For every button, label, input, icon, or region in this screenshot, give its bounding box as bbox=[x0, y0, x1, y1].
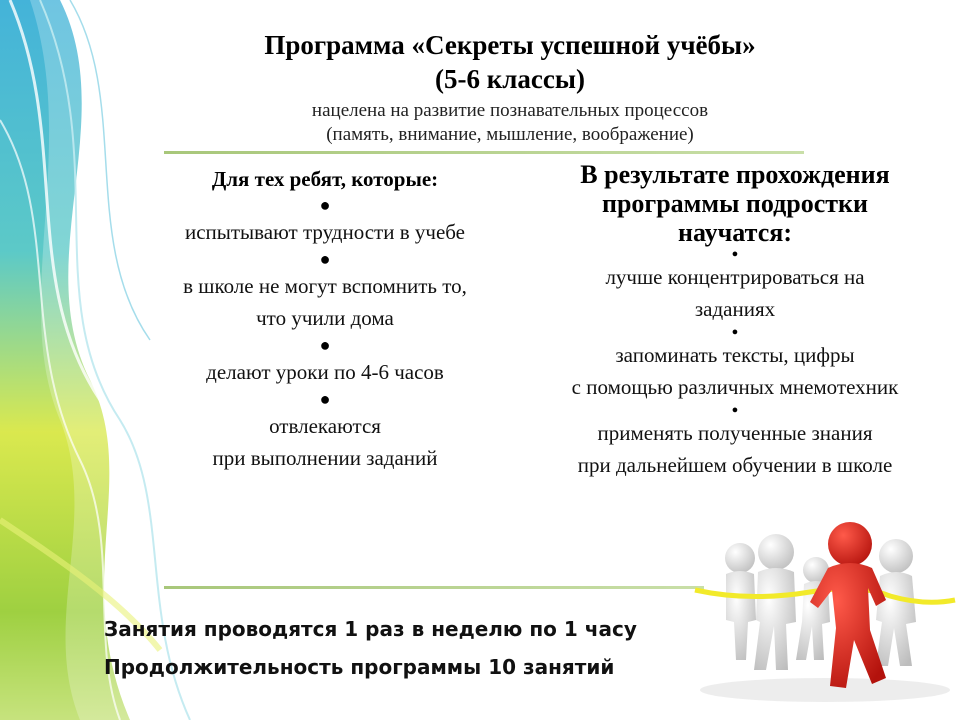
outcomes-column bbox=[520, 160, 950, 481]
list-item-line: при выполнении заданий bbox=[212, 446, 438, 470]
bullet-icon: ● bbox=[731, 404, 739, 416]
list-item-line: испытывают трудности в учебе bbox=[184, 220, 466, 244]
outcomes-heading-line2: программы подростки bbox=[601, 189, 869, 218]
outcomes-heading-line1: В результате прохождения bbox=[580, 160, 890, 189]
target-audience-column bbox=[130, 166, 520, 474]
list-item-line: с помощью различных мнемотехник bbox=[571, 375, 899, 399]
runners-finish-line-icon bbox=[690, 510, 960, 710]
list-item bbox=[520, 417, 950, 481]
duration-text: Продолжительность программы 10 занятий bbox=[104, 655, 615, 679]
list-item-line: запоминать тексты, цифры bbox=[615, 343, 855, 367]
bullet-icon: ● bbox=[319, 249, 331, 269]
subtitle-line2: (память, внимание, мышление, воображение) bbox=[326, 124, 694, 145]
bullet-icon: ● bbox=[319, 195, 331, 215]
list-item bbox=[520, 339, 950, 403]
bullet-icon: ● bbox=[731, 326, 739, 338]
bullet-icon: ● bbox=[319, 389, 331, 409]
list-item bbox=[130, 356, 520, 388]
schedule-text: Занятия проводятся 1 раз в неделю по 1 часу bbox=[104, 617, 637, 641]
list-item bbox=[520, 261, 950, 325]
list-item bbox=[130, 216, 520, 248]
target-audience-heading: Для тех ребят, которые: bbox=[211, 167, 439, 191]
list-item-line: лучше концентрироваться на bbox=[605, 265, 865, 289]
list-item-line: заданиях bbox=[694, 297, 776, 321]
bottom-divider bbox=[164, 586, 704, 589]
top-divider bbox=[164, 151, 804, 154]
list-item-line: применять полученные знания bbox=[597, 421, 873, 445]
bullet-icon: ● bbox=[319, 335, 331, 355]
list-item-line: при дальнейшем обучении в школе bbox=[577, 453, 893, 477]
outcomes-heading-line3: научатся: bbox=[677, 218, 792, 247]
subtitle-line1: нацелена на развитие познавательных процессов bbox=[311, 100, 709, 121]
page-title-line1: Программа «Секреты успешной учёбы» bbox=[264, 30, 756, 60]
list-item-line: в школе не могут вспомнить то, bbox=[183, 274, 467, 298]
page-title-line2: (5-6 классы) bbox=[435, 64, 585, 94]
bullet-icon: ● bbox=[731, 248, 739, 260]
list-item bbox=[130, 270, 520, 334]
list-item-line: делают уроки по 4-6 часов bbox=[206, 360, 444, 384]
list-item-line: отвлекаются bbox=[269, 414, 381, 438]
list-item bbox=[130, 410, 520, 474]
list-item-line: что учили дома bbox=[256, 306, 394, 330]
